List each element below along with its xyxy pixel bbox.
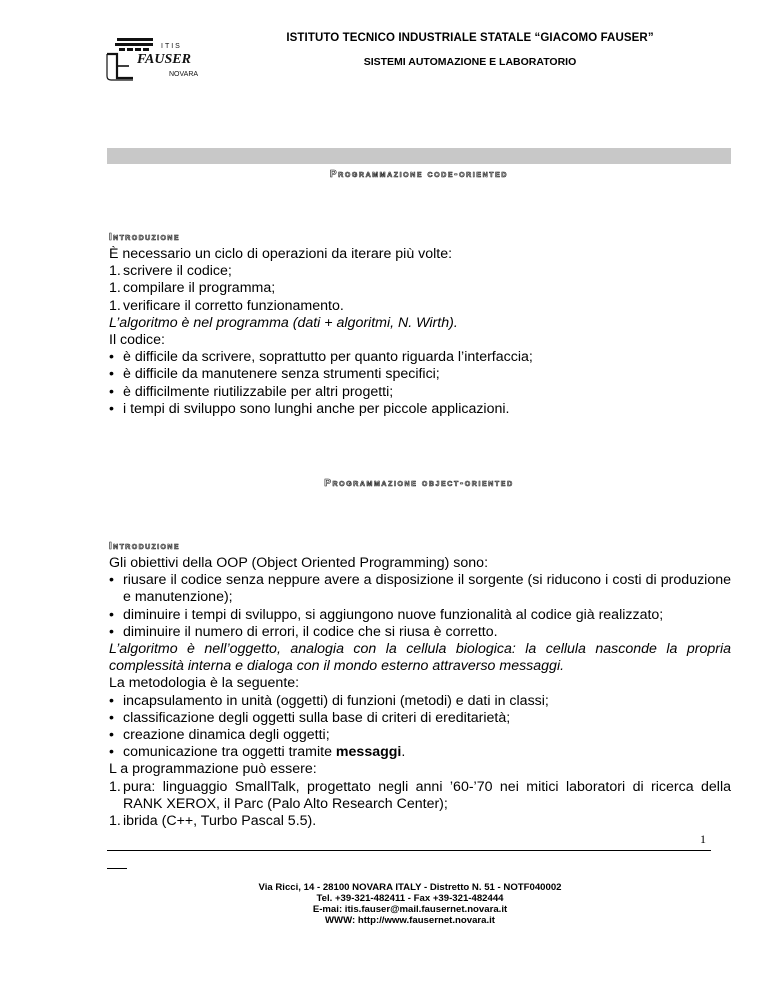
header-band (107, 148, 731, 164)
school-logo (103, 36, 203, 82)
list-item: • comunicazione tra oggetti tramite messaggi. (109, 744, 731, 761)
list-item: • è difficile da scrivere, soprattutto per quanto riguarda l’interfaccia; (109, 349, 731, 366)
fauser-logo-icon (103, 36, 203, 82)
footer-phone: Tel. +39-321-482411 - Fax +39-321-482444 (316, 893, 504, 904)
section2-body (109, 555, 731, 830)
subtitle-introduzione-2: Introduzione (109, 541, 180, 552)
list-item: • classificazione degli oggetti sulla base di criteri di ereditarietà; (109, 710, 731, 727)
footer-rule-short (107, 868, 127, 869)
list-item: • i tempi di sviluppo sono lunghi anche per piccole applicazioni. (109, 401, 731, 418)
footer-email: E-mai: itis.fauser@mail.fausernet.novara.it (312, 904, 508, 915)
method-label: La metodologia è la seguente: (109, 675, 300, 692)
code-label: Il codice: (109, 332, 165, 349)
methods-list (109, 693, 731, 762)
list-item: • diminuire il numero di errori, il codice che si riusa è corretto. (109, 624, 731, 641)
footer-address: Via Ricci, 14 - 28100 NOVARA ITALY - Distretto N. 51 - NOTF040002 (258, 882, 562, 893)
list-item: • è difficile da manutenere senza strumenti specifici; (109, 366, 731, 383)
svg-text:FAUSER: FAUSER (137, 52, 191, 67)
list-item: • creazione dinamica degli oggetti; (109, 727, 731, 744)
list-item: • è difficilmente riutilizzabile per altri progetti; (109, 384, 731, 401)
svg-text:NOVARA: NOVARA (169, 71, 199, 78)
list-item: 1. pura: linguaggio SmallTalk, progettato negli anni ’60-’70 nei mitici laboratori di ricerca della RANK XEROX, il Parc (Palo Alto Research Center); (109, 778, 731, 812)
list-item: • incapsulamento in unità (oggetti) di funzioni (metodi) e dati in classi; (109, 693, 731, 710)
svg-text:ITIS: ITIS (161, 43, 182, 50)
types-label: L a programmazione può essere: (109, 761, 317, 778)
section1-body (109, 246, 731, 418)
school-name: ISTITUTO TECNICO INDUSTRIALE STATALE “GIACOMO FAUSER” (286, 32, 654, 44)
footer-rule (107, 850, 711, 851)
section1-intro: È necessario un ciclo di operazioni da iterare più volte: (109, 246, 453, 262)
page-number: 1 (700, 832, 706, 846)
list-item: 1. scrivere il codice; (109, 263, 232, 280)
cell-analogy: L’algoritmo è nell’oggetto, analogia con la cellula biologica: la cellula nasconde la propria complessità interna e dialoga con il mondo esterno attraverso messaggi. (109, 641, 731, 675)
list-item: 1. verificare il corretto funzionamento. (109, 297, 344, 314)
algorithm-note: L’algoritmo è nel programma (dati + algoritmi, N. Wirth). (109, 314, 458, 331)
types-list (109, 779, 731, 831)
steps-list (109, 263, 731, 315)
footer-www: WWW: http://www.fausernet.novara.it (324, 915, 496, 926)
messaggi-bold: messaggi (335, 744, 402, 761)
list-item: • riusare il codice senza neppure avere a disposizione il sorgente (si riducono i costi di produzione e manutenzione); (109, 572, 731, 606)
list-item: • diminuire i tempi di sviluppo, si aggiungono nuove funzionalità al codice già realizzato; (109, 607, 731, 624)
section-title-code-oriented: Programmazione code-oriented (329, 169, 509, 180)
section-title-object-oriented: Programmazione object-oriented (324, 478, 514, 489)
list-item: 1. compilare il programma; (109, 280, 276, 297)
code-bullets (109, 349, 731, 418)
list-item: 1. ibrida (C++, Turbo Pascal 5.5). (109, 813, 317, 830)
section2-intro: Gli obiettivi della OOP (Object Oriented Programming) sono: (109, 555, 489, 571)
goals-list (109, 572, 731, 641)
course-name: SISTEMI AUTOMAZIONE E LABORATORIO (363, 56, 577, 68)
subtitle-introduzione-1: Introduzione (109, 232, 180, 243)
